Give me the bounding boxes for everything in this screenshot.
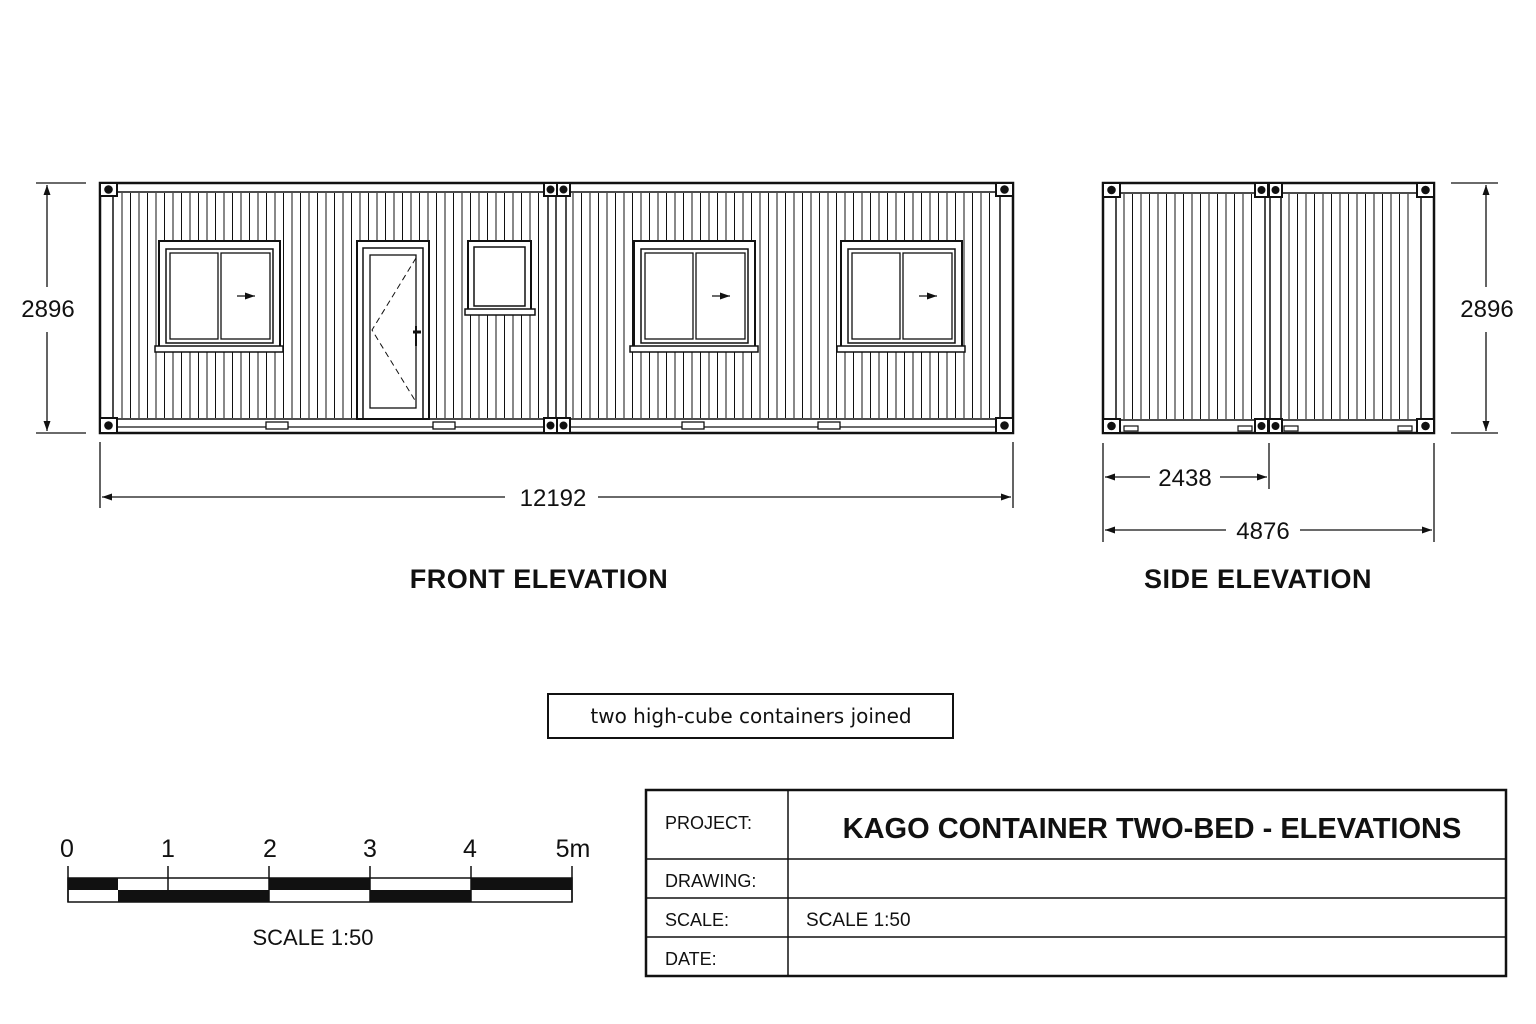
side-total-width-label: 4876 bbox=[1236, 518, 1290, 545]
front-height-label: 2896 bbox=[21, 296, 75, 323]
front-length-label: 12192 bbox=[519, 485, 587, 512]
note-text: two high-cube containers joined bbox=[590, 704, 912, 728]
side-single-width-label: 2438 bbox=[1158, 465, 1212, 492]
scale-tick-2: 2 bbox=[263, 835, 277, 863]
side-elevation bbox=[1103, 183, 1434, 433]
window-small bbox=[465, 241, 535, 315]
scale-tick-5: 5m bbox=[555, 835, 591, 863]
project-label: PROJECT: bbox=[665, 813, 753, 833]
front-elevation bbox=[100, 183, 1013, 433]
front-elevation-title: FRONT ELEVATION bbox=[409, 564, 669, 594]
side-corner-castings bbox=[1103, 183, 1434, 433]
scale-tick-1: 1 bbox=[161, 835, 175, 863]
side-height-label: 2896 bbox=[1460, 296, 1514, 323]
scale-bar bbox=[68, 866, 572, 902]
scale-value: SCALE 1:50 bbox=[806, 910, 911, 931]
scale-tick-4: 4 bbox=[463, 835, 477, 863]
window-1 bbox=[155, 241, 283, 352]
side-container-frame bbox=[1103, 183, 1434, 433]
window-3 bbox=[837, 241, 965, 352]
drawing-label: DRAWING: bbox=[665, 871, 757, 891]
side-corrugation bbox=[1124, 194, 1408, 419]
scale-label: SCALE: bbox=[665, 910, 730, 930]
side-elevation-title: SIDE ELEVATION bbox=[1143, 564, 1373, 594]
date-label: DATE: bbox=[665, 949, 717, 969]
scale-bar-caption: SCALE 1:50 bbox=[252, 925, 374, 950]
scale-tick-3: 3 bbox=[363, 835, 377, 863]
entry-door bbox=[357, 241, 429, 419]
window-2 bbox=[630, 241, 758, 352]
project-title: KAGO CONTAINER TWO-BED - ELEVATIONS bbox=[842, 813, 1462, 845]
scale-tick-0: 0 bbox=[60, 835, 74, 863]
